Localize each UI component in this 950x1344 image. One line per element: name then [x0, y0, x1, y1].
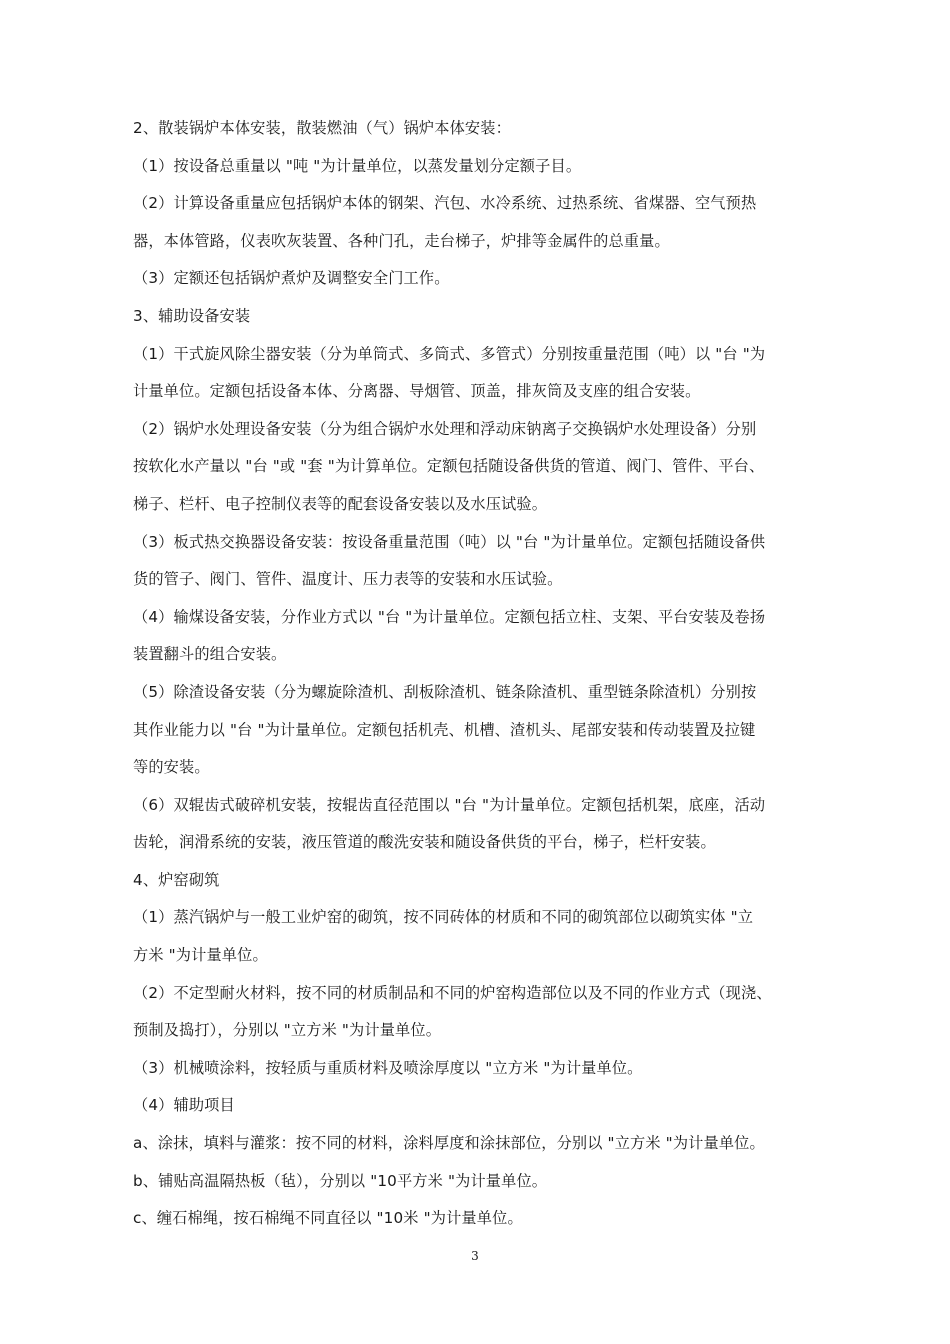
paragraph-line: （4）辅助项目: [133, 1096, 235, 1115]
paragraph-line: 梯子、栏杆、电子控制仪表等的配套设备安装以及水压试验。: [133, 494, 548, 513]
paragraph-line: a、涂抹，填料与灌浆：按不同的材料，涂料厚度和涂抹部位，分别以 "立方米 "为计量单位。: [133, 1134, 765, 1153]
section-heading-3: 3、辅助设备安装: [133, 306, 251, 325]
document-body: [133, 119, 813, 1227]
paragraph-line: b、铺贴高温隔热板（毡），分别以 "10平方米 "为计量单位。: [133, 1171, 548, 1190]
paragraph-line: 等的安装。: [133, 758, 210, 777]
paragraph-line: （1）蒸汽锅炉与一般工业炉窑的砌筑，按不同砖体的材质和不同的砌筑部位以砌筑实体 "立: [133, 908, 754, 927]
paragraph-line: 器，本体管路，仪表吹灰装置、各种门孔，走台梯子，炉排等金属件的总重量。: [133, 231, 670, 250]
paragraph-line: 按软化水产量以 "台 "或 "套 "为计算单位。定额包括随设备供货的管道、阀门、管件、平台、: [133, 457, 765, 476]
paragraph-line: 装置翻斗的组合安装。: [133, 645, 287, 664]
paragraph-line: 货的管子、阀门、管件、温度计、压力表等的安装和水压试验。: [133, 570, 563, 589]
paragraph-line: （3）板式热交换器设备安装：按设备重量范围（吨）以 "台 "为计量单位。定额包括随设备供: [133, 532, 766, 551]
paragraph-line: 方米 "为计量单位。: [133, 946, 268, 965]
paragraph-line: （2）计算设备重量应包括锅炉本体的钢架、汽包、水冷系统、过热系统、省煤器、空气预热: [133, 194, 757, 213]
paragraph-line: （6）双辊齿式破碎机安装，按辊齿直径范围以 "台 "为计量单位。定额包括机架，底座，活动: [133, 795, 766, 814]
paragraph-line: （1）按设备总重量以 "吨 "为计量单位，以蒸发量划分定额子目。: [133, 156, 582, 175]
paragraph-line: 预制及捣打），分别以 "立方米 "为计量单位。: [133, 1021, 442, 1040]
paragraph-line: 其作业能力以 "台 "为计量单位。定额包括机壳、机槽、渣机头、尾部安装和传动装置及拉键: [133, 720, 756, 739]
paragraph-line: （5）除渣设备安装（分为螺旋除渣机、刮板除渣机、链条除渣机、重型链条除渣机）分别按: [133, 682, 757, 701]
paragraph-line: c、缠石棉绳，按石棉绳不同直径以 "10米 "为计量单位。: [133, 1209, 523, 1228]
paragraph-line: （3）定额还包括锅炉煮炉及调整安全门工作。: [133, 269, 450, 288]
section-heading-4: 4、炉窑砌筑: [133, 870, 220, 889]
paragraph-line: （2）不定型耐火材料，按不同的材质制品和不同的炉窑构造部位以及不同的作业方式（现浇、: [133, 983, 772, 1002]
section-heading-2: 2、散装锅炉本体安装，散装燃油（气）锅炉本体安装：: [133, 119, 511, 137]
paragraph-line: （1）干式旋风除尘器安装（分为单筒式、多筒式、多管式）分别按重量范围（吨）以 "台 "为: [133, 344, 766, 363]
paragraph-line: （2）锅炉水处理设备安装（分为组合锅炉水处理和浮动床钠离子交换锅炉水处理设备）分别: [133, 419, 757, 438]
paragraph-line: 齿轮，润滑系统的安装，液压管道的酸洗安装和随设备供货的平台，梯子，栏杆安装。: [133, 833, 716, 852]
page-number: 3: [471, 1249, 479, 1263]
paragraph-line: 计量单位。定额包括设备本体、分离器、导烟管、顶盖，排灰筒及支座的组合安装。: [133, 382, 701, 401]
paragraph-line: （3）机械喷涂料，按轻质与重质材料及喷涂厚度以 "立方米 "为计量单位。: [133, 1058, 643, 1077]
paragraph-line: （4）输煤设备安装，分作业方式以 "台 "为计量单位。定额包括立柱、支架、平台安装及卷扬: [133, 607, 766, 626]
